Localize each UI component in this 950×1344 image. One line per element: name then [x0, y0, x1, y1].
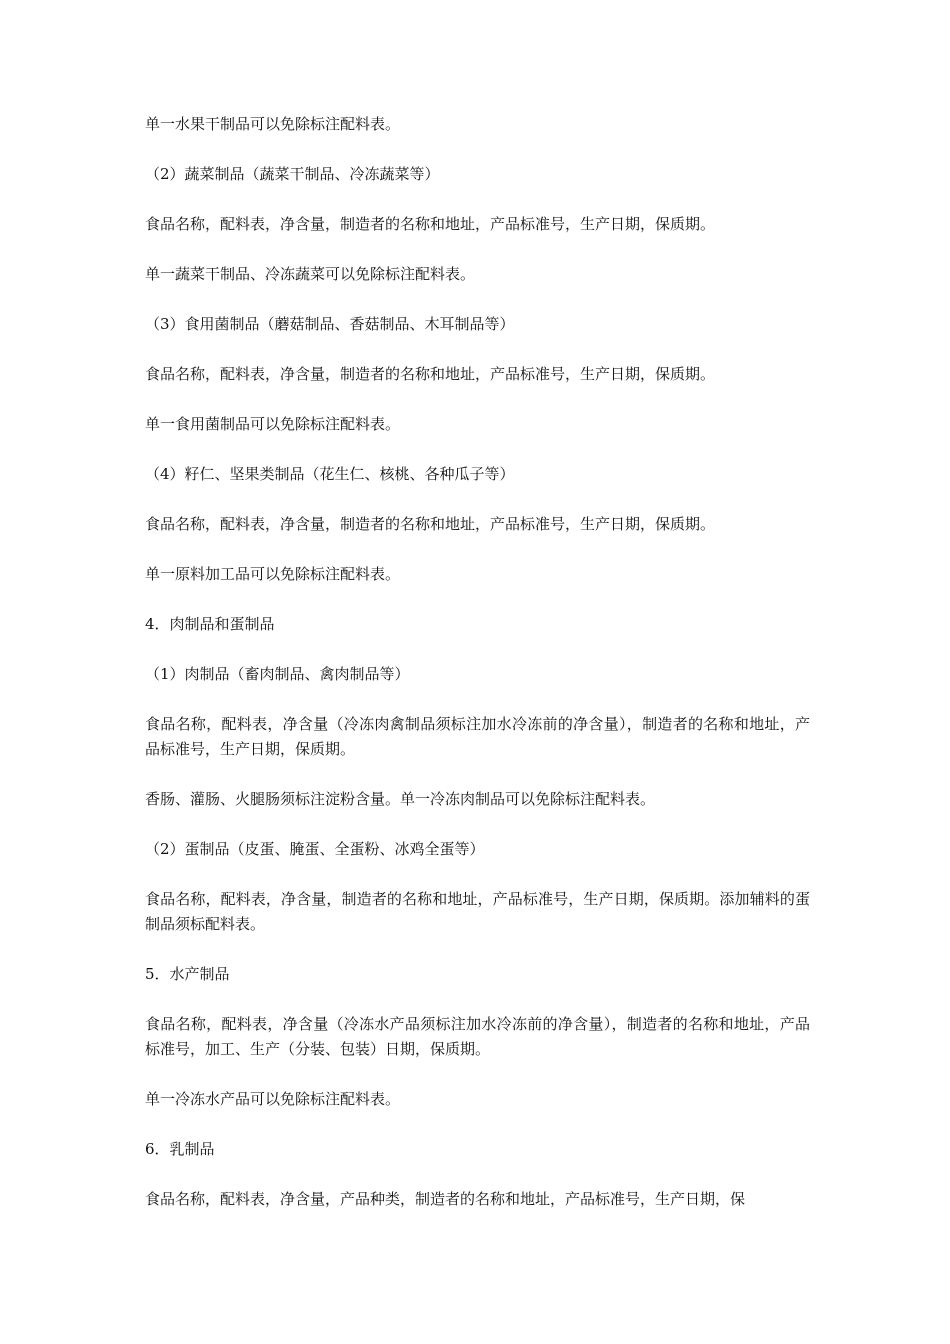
paragraph-aquatic-label-items: 食品名称，配料表，净含量（冷冻水产品须标注加水冷冻前的净含量），制造者的名称和地址，产品标准号，加工、生产（分装、包装）日期，保质期。 [145, 1015, 810, 1058]
document-body [145, 112, 810, 1237]
paragraph-sausage-starch: 香肠、灌肠、火腿肠须标注淀粉含量。单一冷冻肉制品可以免除标注配料表。 [145, 790, 656, 808]
heading-mushroom-products: （3）食用菌制品（蘑菇制品、香菇制品、木耳制品等） [145, 315, 515, 333]
paragraph-egg-label-items: 食品名称，配料表，净含量，制造者的名称和地址，产品标准号，生产日期，保质期。添加辅料的蛋制品须标配料表。 [145, 890, 810, 933]
heading-nut-products: （4）籽仁、坚果类制品（花生仁、核桃、各种瓜子等） [145, 465, 515, 483]
paragraph-dried-fruit-exemption: 单一水果干制品可以免除标注配料表。 [145, 115, 401, 133]
paragraph-dairy-label-items: 食品名称，配料表，净含量，产品种类，制造者的名称和地址，产品标准号，生产日期，保 [145, 1190, 746, 1208]
paragraph-vegetable-label-items: 食品名称，配料表，净含量，制造者的名称和地址，产品标准号，生产日期，保质期。 [145, 215, 716, 233]
heading-egg-products: （2）蛋制品（皮蛋、腌蛋、全蛋粉、冰鸡全蛋等） [145, 840, 485, 858]
section-heading-meat-egg: 4．肉制品和蛋制品 [145, 615, 275, 633]
paragraph-mushroom-label-items: 食品名称，配料表，净含量，制造者的名称和地址，产品标准号，生产日期，保质期。 [145, 365, 716, 383]
paragraph-single-material-exemption: 单一原料加工品可以免除标注配料表。 [145, 565, 401, 583]
section-heading-dairy: 6．乳制品 [145, 1140, 215, 1158]
paragraph-mushroom-exemption: 单一食用菌制品可以免除标注配料表。 [145, 415, 401, 433]
paragraph-vegetable-exemption: 单一蔬菜干制品、冷冻蔬菜可以免除标注配料表。 [145, 265, 476, 283]
paragraph-aquatic-exemption: 单一冷冻水产品可以免除标注配料表。 [145, 1090, 401, 1108]
heading-meat-products: （1）肉制品（畜肉制品、禽肉制品等） [145, 665, 410, 683]
section-heading-aquatic: 5．水产制品 [145, 965, 230, 983]
paragraph-meat-label-items: 食品名称，配料表，净含量（冷冻肉禽制品须标注加水冷冻前的净含量），制造者的名称和地址，产品标准号，生产日期，保质期。 [145, 715, 810, 758]
paragraph-nut-label-items: 食品名称，配料表，净含量，制造者的名称和地址，产品标准号，生产日期，保质期。 [145, 515, 716, 533]
heading-vegetable-products: （2）蔬菜制品（蔬菜干制品、冷冻蔬菜等） [145, 165, 440, 183]
